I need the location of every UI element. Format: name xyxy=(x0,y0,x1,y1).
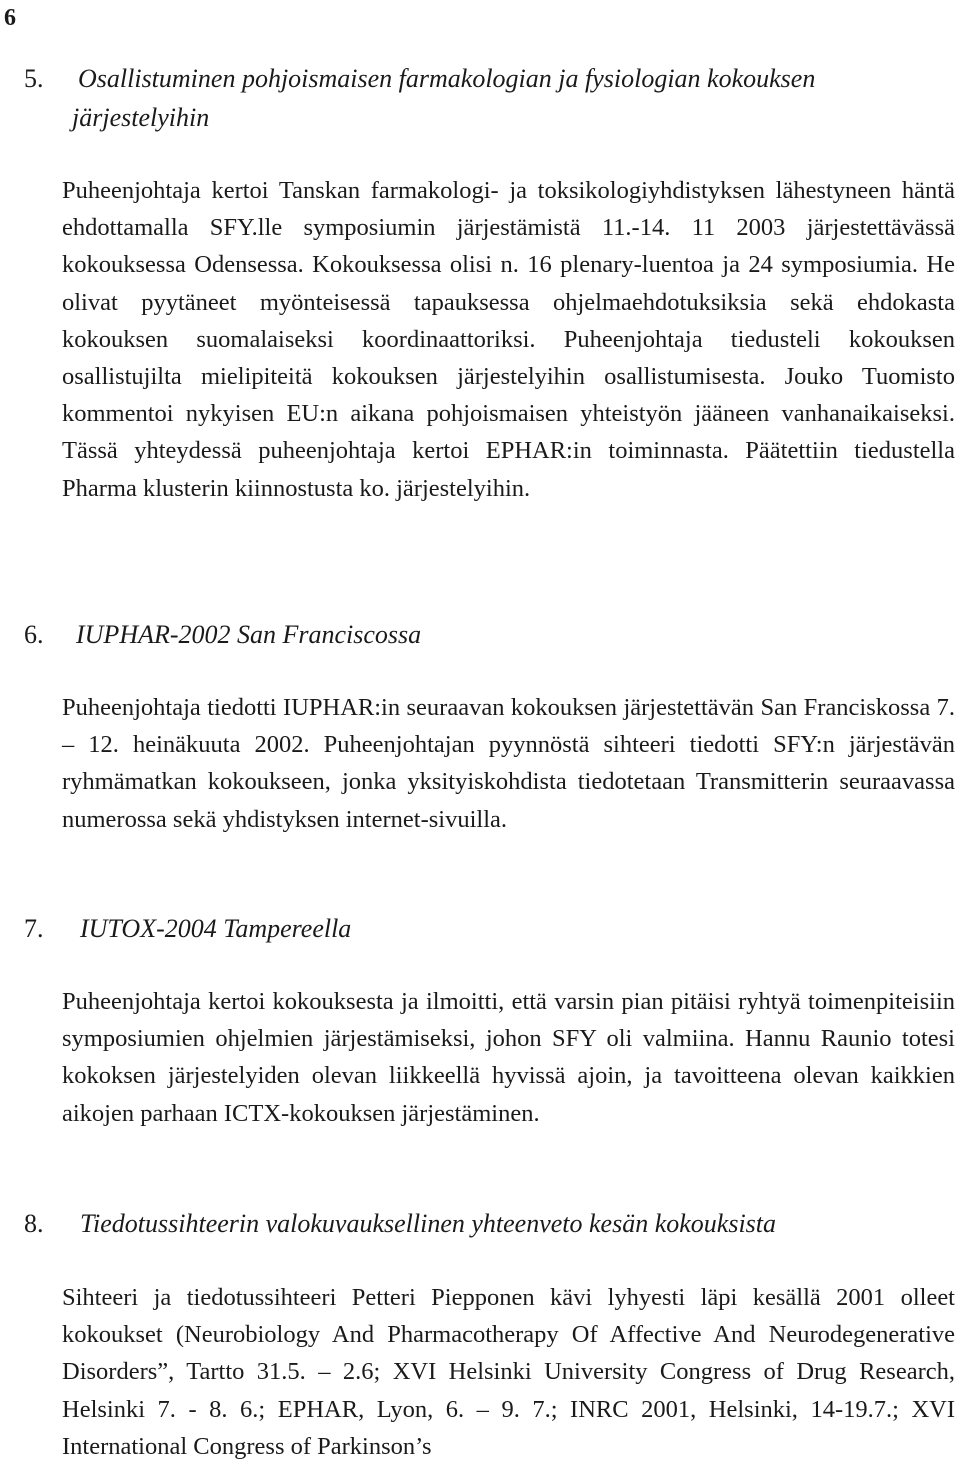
section-5-title-line1: Osallistuminen pohjoismaisen farmakologian ja fysiologian kokouksen xyxy=(78,64,816,93)
section-6-heading xyxy=(24,616,954,656)
section-6-body: Puheenjohtaja tiedotti IUPHAR:in seuraavan kokouksen järjestettävän San Franciskossa 7. – 12. heinäkuuta 2002. Puheenjohtajan pyynnöstä sihteeri tiedotti SFY:n järjestävän ryhmämatkan kokoukseen, jonka yksityiskohdista tiedotetaan Transmitterin seuraavassa numerossa sekä yhdistyksen internet-sivuilla. xyxy=(62,694,955,833)
section-5-number: 5. xyxy=(24,64,44,93)
section-7-number: 7. xyxy=(24,914,44,943)
section-6-number: 6. xyxy=(24,620,44,649)
section-6-title: IUPHAR-2002 San Franciscossa xyxy=(76,620,422,649)
section-7-title: IUTOX-2004 Tampereella xyxy=(80,914,352,943)
section-5-body: Puheenjohtaja kertoi Tanskan farmakologi- ja toksikologiyhdistyksen lähestyneen häntä ehdottamalla SFY.lle symposiumin järjestämistä 11.-14. 11 2003 järjestettävässä kokouksessa Odensessa. Kokouksessa olisi n. 16 plenary-luentoa ja 24 symposiumia. He olivat pyytäneet myönteisessä tapauksessa ohjelmaehdotuksiksia sekä ehdokasta kokouksen suomalaiseksi koordinaattoriksi. Puheenjohtaja tiedusteli kokouksen osallistujilta mielipiteitä kokouksen järjestelyihin osallistumisesta. Jouko Tuomisto kommentoi nykyisen EU:n aikana pohjoismaisen yhteistyön jääneen vanhanaikaiseksi. Tässä yhteydessä puheenjohtaja kertoi EPHAR:in toiminnasta. Päätettiin tiedustella Pharma klusterin kiinnostusta ko. järjestelyihin. xyxy=(62,177,955,502)
section-8-heading xyxy=(24,1205,954,1245)
section-7-heading xyxy=(24,910,954,950)
section-5-heading xyxy=(24,60,954,140)
section-7-body: Puheenjohtaja kertoi kokouksesta ja ilmoitti, että varsin pian pitäisi ryhtyä toimenpiteisiin symposiumien ohjelmien järjestämiseksi, johon SFY oli valmiina. Hannu Raunio totesi kokoksen järjestelyiden olevan liikkeellä hyvissä ajoin, ja tavoitteena olevan kaikkien aikojen parhaan ICTX-kokouksen järjestäminen. xyxy=(62,988,955,1127)
section-8-title: Tiedotussihteerin valokuvauksellinen yhteenveto kesän kokouksista xyxy=(80,1209,777,1238)
section-8-number: 8. xyxy=(24,1209,44,1238)
section-8-body: Sihteeri ja tiedotussihteeri Petteri Piepponen kävi lyhyesti läpi kesällä 2001 olleet kokoukset (Neurobiology And Pharmacotherapy Of Affective And Neurodegenerative Disorders”, Tartto 31.5. – 2.6; XVI Helsinki University Congress of Drug Research, Helsinki 7. - 8. 6.; EPHAR, Lyon, 6. – 9. 7.; INRC 2001, Helsinki, 14-19.7.; XVI International Congress of Parkinson’s xyxy=(62,1284,955,1460)
section-5-title-line2: järjestelyihin xyxy=(72,103,210,132)
page-number: 6 xyxy=(4,5,16,31)
